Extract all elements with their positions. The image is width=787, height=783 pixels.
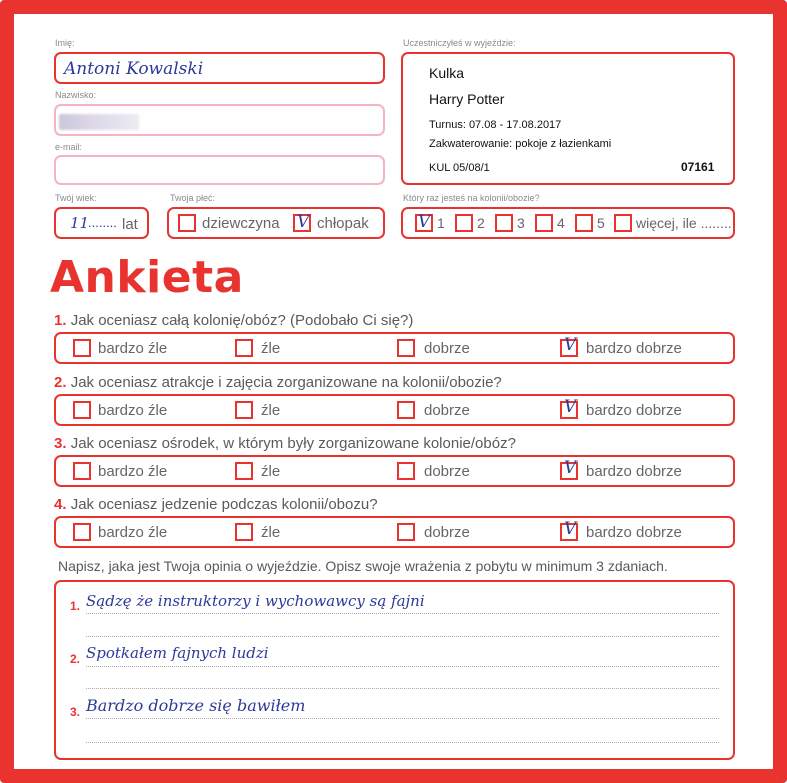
which-time-option-2: 2: [477, 215, 485, 231]
q1-option-good: dobrze: [424, 340, 470, 357]
which-time-option-5: 5: [597, 215, 605, 231]
participant-accommodation: Zakwaterowanie: pokoje z łazienkami: [429, 138, 612, 150]
participant-code: KUL 05/08/1: [429, 162, 490, 174]
surname-label: Nazwisko:: [55, 90, 97, 100]
question-1: [54, 312, 413, 329]
email-label: e-mail:: [55, 142, 83, 152]
which-time-option-4: 4: [557, 215, 565, 231]
question-3-number: 3.: [54, 435, 67, 452]
name-field[interactable]: [54, 52, 385, 84]
q3-check-mark: V: [564, 458, 577, 478]
question-2: [54, 374, 502, 391]
opinion-rule-4: [86, 688, 719, 689]
q2-checkbox-bad[interactable]: [235, 401, 253, 419]
participant-box: [401, 52, 735, 185]
opinion-rule-6: [86, 742, 719, 743]
participant-theme: Harry Potter: [429, 91, 505, 107]
question-3-text: Jak oceniasz ośrodek, w którym były zorganizowane kolonie/obóz?: [70, 435, 516, 452]
q2-checkbox-very-bad[interactable]: [73, 401, 91, 419]
question-2-number: 2.: [54, 374, 67, 391]
sex-option-male: chłopak: [317, 215, 369, 232]
opinion-line-2-number: 2.: [70, 652, 81, 666]
which-time-check-mark: V: [418, 212, 431, 232]
question-4-number: 4.: [54, 496, 67, 513]
question-4-text: Jak oceniasz jedzenie podczas kolonii/obozu?: [70, 496, 378, 513]
q2-option-very-good: bardzo dobrze: [586, 402, 682, 419]
age-unit: lat: [122, 216, 138, 233]
q3-option-very-good: bardzo dobrze: [586, 463, 682, 480]
question-4: [54, 496, 378, 513]
question-3-answers: [54, 455, 735, 487]
sex-check-mark: V: [297, 212, 310, 232]
question-1-text: Jak oceniasz całą kolonię/obóz? (Podobało Ci się?): [70, 312, 414, 329]
age-dots: ........: [88, 215, 117, 230]
q3-option-bad: źle: [261, 463, 281, 480]
question-1-answers: [54, 332, 735, 364]
q2-option-bad: źle: [261, 402, 281, 419]
opinion-line-3-text: Bardzo dobrze się bawiłem: [86, 696, 306, 715]
q3-option-good: dobrze: [424, 463, 470, 480]
q1-option-very-good: bardzo dobrze: [586, 340, 682, 357]
participant-number: 07161: [681, 160, 715, 174]
opinion-prompt: Napisz, jaka jest Twoja opinia o wyjeździe. Opisz swoje wrażenia z pobytu w minimum 3 zdaniach.: [58, 558, 668, 574]
question-4-answers: [54, 516, 735, 548]
opinion-line-1-text: Sądzę że instruktorzy i wychowawcy są fajni: [86, 592, 425, 610]
opinion-rule-1: [86, 613, 719, 614]
which-time-checkbox-3[interactable]: [495, 214, 513, 232]
q3-option-very-bad: bardzo źle: [98, 463, 168, 480]
participant-label: Uczestniczyłeś w wyjeździe:: [403, 38, 516, 48]
q1-checkbox-very-bad[interactable]: [73, 339, 91, 357]
q2-option-good: dobrze: [424, 402, 470, 419]
q1-checkbox-good[interactable]: [397, 339, 415, 357]
q2-checkbox-good[interactable]: [397, 401, 415, 419]
which-time-checkbox-more[interactable]: [614, 214, 632, 232]
age-value: 11: [70, 214, 90, 232]
opinion-line-1-number: 1.: [70, 599, 81, 613]
q1-check-mark: V: [564, 335, 577, 355]
q4-option-good: dobrze: [424, 524, 470, 541]
opinion-rule-3: [86, 666, 719, 667]
which-time-option-1: 1: [437, 215, 445, 231]
q4-option-very-good: bardzo dobrze: [586, 524, 682, 541]
question-2-text: Jak oceniasz atrakcje i zajęcia zorganizowane na kolonii/obozie?: [70, 374, 502, 391]
q4-checkbox-bad[interactable]: [235, 523, 253, 541]
name-label: Imię:: [55, 38, 75, 48]
sex-option-female: dziewczyna: [202, 215, 280, 232]
opinion-rule-5: [86, 718, 719, 719]
q4-checkbox-good[interactable]: [397, 523, 415, 541]
question-2-answers: [54, 394, 735, 426]
q3-checkbox-good[interactable]: [397, 462, 415, 480]
name-value: Antoni Kowalski: [64, 59, 204, 79]
email-field[interactable]: [54, 155, 385, 185]
age-field[interactable]: [54, 207, 149, 239]
q3-checkbox-bad[interactable]: [235, 462, 253, 480]
which-time-checkbox-2[interactable]: [455, 214, 473, 232]
which-time-checkbox-5[interactable]: [575, 214, 593, 232]
sex-field: [167, 207, 385, 239]
question-1-number: 1.: [54, 312, 67, 329]
opinion-box[interactable]: [54, 580, 735, 760]
q2-option-very-bad: bardzo źle: [98, 402, 168, 419]
redacted-surname: [59, 114, 139, 130]
which-time-checkbox-4[interactable]: [535, 214, 553, 232]
age-label: Twój wiek:: [55, 193, 97, 203]
sex-checkbox-female[interactable]: [178, 214, 196, 232]
q3-checkbox-very-bad[interactable]: [73, 462, 91, 480]
q4-option-very-bad: bardzo źle: [98, 524, 168, 541]
opinion-line-3-number: 3.: [70, 705, 81, 719]
which-time-option-3: 3: [517, 215, 525, 231]
opinion-line-2-text: Spotkałem fajnych ludzi: [86, 644, 269, 662]
opinion-rule-2: [86, 636, 719, 637]
participant-camp: Kulka: [429, 65, 465, 81]
q1-option-bad: źle: [261, 340, 281, 357]
q4-check-mark: V: [564, 519, 577, 539]
which-time-label: Który raz jesteś na kolonii/obozie?: [403, 193, 540, 203]
q1-checkbox-bad[interactable]: [235, 339, 253, 357]
sex-label: Twoja płeć:: [170, 193, 216, 203]
which-time-option-more: więcej, ile ........: [636, 215, 732, 231]
survey-title: Ankieta: [50, 252, 244, 303]
q1-option-very-bad: bardzo źle: [98, 340, 168, 357]
surname-field[interactable]: [54, 104, 385, 136]
participant-turnus: Turnus: 07.08 - 17.08.2017: [429, 119, 562, 131]
q2-check-mark: V: [564, 397, 577, 417]
q4-checkbox-very-bad[interactable]: [73, 523, 91, 541]
q4-option-bad: źle: [261, 524, 281, 541]
question-3: [54, 435, 516, 452]
which-time-field: [401, 207, 735, 239]
